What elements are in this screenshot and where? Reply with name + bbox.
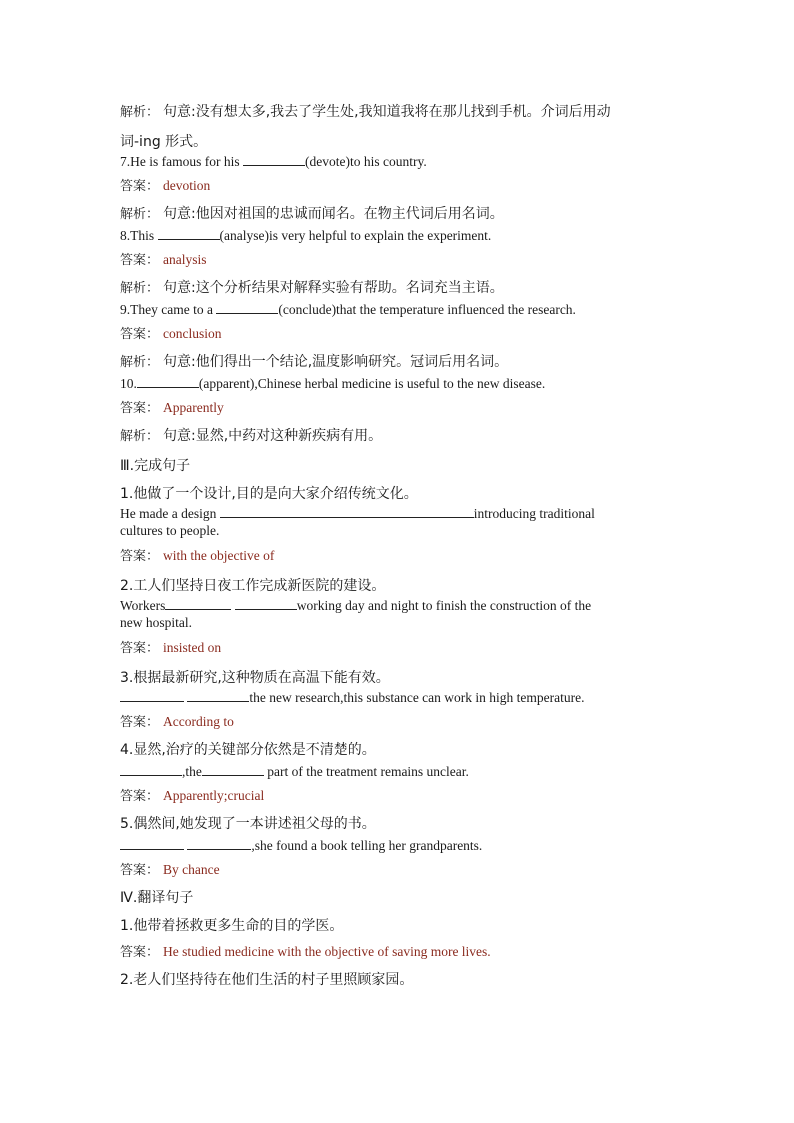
sentence-en-2-cont: new hospital. xyxy=(120,615,192,630)
answer-blank xyxy=(158,227,220,240)
answer-blank xyxy=(216,301,278,314)
section-heading-3: Ⅲ.完成句子 xyxy=(120,458,191,474)
answer-blank xyxy=(137,375,199,388)
prompt-cn-iv-1: 1.他带着拯救更多生命的目的学医。 xyxy=(120,918,344,934)
explanation-text: 句意:显然,中药对这种新疾病有用。 xyxy=(163,428,383,444)
explain-label: 解析： xyxy=(120,207,160,222)
question-8: 8.This (analyse)is very helpful to explain the experiment. xyxy=(120,228,492,243)
answer-row-9 xyxy=(120,323,222,343)
answer-text: analysis xyxy=(163,252,207,267)
explain-label: 解析： xyxy=(120,429,160,444)
explain-label: 解析： xyxy=(120,105,160,120)
sentence-en-1: He made a design introducing traditional xyxy=(120,506,595,521)
explanation-text: 句意:他因对祖国的忠诚而闻名。在物主代词后用名词。 xyxy=(163,206,504,222)
sentence-en-5: ,she found a book telling her grandparents. xyxy=(120,837,482,854)
sentence-en-1-cont: cultures to people. xyxy=(120,523,220,538)
answer-text: Apparently xyxy=(163,400,224,415)
explanation-text: 句意:这个分析结果对解释实验有帮助。名词充当主语。 xyxy=(163,280,504,296)
question-9: 9.They came to a (conclude)that the temperature influenced the research. xyxy=(120,302,576,317)
question-7: 7.He is famous for his (devote)to his country. xyxy=(120,154,427,169)
answer-label: 答案： xyxy=(120,253,160,268)
prompt-cn-3: 3.根据最新研究,这种物质在高温下能有效。 xyxy=(120,670,390,686)
answer-row-10 xyxy=(120,397,224,417)
sentence-en-2: Workers working day and night to finish the construction of the xyxy=(120,598,592,613)
explanation-row-7 xyxy=(120,203,504,223)
answer-blank xyxy=(187,689,249,702)
answer-blank xyxy=(120,689,184,702)
answer-label: 答案： xyxy=(120,401,160,416)
answer-label: 答案： xyxy=(120,789,160,804)
explain-label: 解析： xyxy=(120,355,160,370)
answer-label: 答案： xyxy=(120,327,160,342)
answer-blank xyxy=(243,153,305,166)
answer-row-iv-1 xyxy=(120,941,491,961)
prompt-cn-iv-2: 2.老人们坚持待在他们生活的村子里照顾家园。 xyxy=(120,972,414,988)
answer-label: 答案： xyxy=(120,641,160,656)
answer-text: He studied medicine with the objective of saving more lives. xyxy=(163,944,491,959)
prompt-cn-2: 2.工人们坚持日夜工作完成新医院的建设。 xyxy=(120,578,386,594)
answer-blank xyxy=(165,597,231,610)
explanation-row-8 xyxy=(120,277,504,297)
answer-blank xyxy=(220,505,474,518)
answer-text: conclusion xyxy=(163,326,222,341)
sentence-en-3: the new research,this substance can work in high temperature. xyxy=(120,689,585,706)
answer-label: 答案： xyxy=(120,715,160,730)
prompt-cn-1: 1.他做了一个设计,目的是向大家介绍传统文化。 xyxy=(120,486,418,502)
answer-text: According to xyxy=(163,714,234,729)
question-10: 10. (apparent),Chinese herbal medicine is useful to the new disease. xyxy=(120,376,546,391)
prompt-cn-4: 4.显然,治疗的关键部分依然是不清楚的。 xyxy=(120,742,376,758)
sentence-en-4: ,the part of the treatment remains unclear. xyxy=(120,763,469,780)
section-heading-4: Ⅳ.翻译句子 xyxy=(120,890,194,906)
answer-row-iii-3 xyxy=(120,711,234,731)
explain-label: 解析： xyxy=(120,281,160,296)
answer-blank xyxy=(120,837,184,850)
answer-blank xyxy=(235,597,297,610)
answer-blank xyxy=(202,763,264,776)
explanation-row xyxy=(120,101,611,121)
answer-row-iii-4 xyxy=(120,785,264,805)
answer-row-iii-1 xyxy=(120,545,274,565)
explanation-text: 句意:他们得出一个结论,温度影响研究。冠词后用名词。 xyxy=(163,354,509,370)
answer-label: 答案： xyxy=(120,179,160,194)
answer-text: By chance xyxy=(163,862,220,877)
answer-blank xyxy=(120,763,182,776)
answer-row-7 xyxy=(120,175,210,195)
answer-blank xyxy=(187,837,251,850)
answer-text: with the objective of xyxy=(163,548,275,563)
answer-label: 答案： xyxy=(120,945,160,960)
answer-text: devotion xyxy=(163,178,211,193)
answer-text: insisted on xyxy=(163,640,222,655)
prompt-cn-5: 5.偶然间,她发现了一本讲述祖父母的书。 xyxy=(120,816,376,832)
explanation-text: 句意:没有想太多,我去了学生处,我知道我将在那儿找到手机。介词后用动 xyxy=(163,104,611,120)
answer-row-iii-2 xyxy=(120,637,221,657)
answer-label: 答案： xyxy=(120,863,160,878)
explanation-text-cont: 词-ing 形式。 xyxy=(120,134,208,150)
answer-row-8 xyxy=(120,249,207,269)
answer-label: 答案： xyxy=(120,549,160,564)
answer-row-iii-5 xyxy=(120,859,220,879)
answer-text: Apparently;crucial xyxy=(163,788,265,803)
explanation-row-9 xyxy=(120,351,508,371)
explanation-row-10 xyxy=(120,425,382,445)
